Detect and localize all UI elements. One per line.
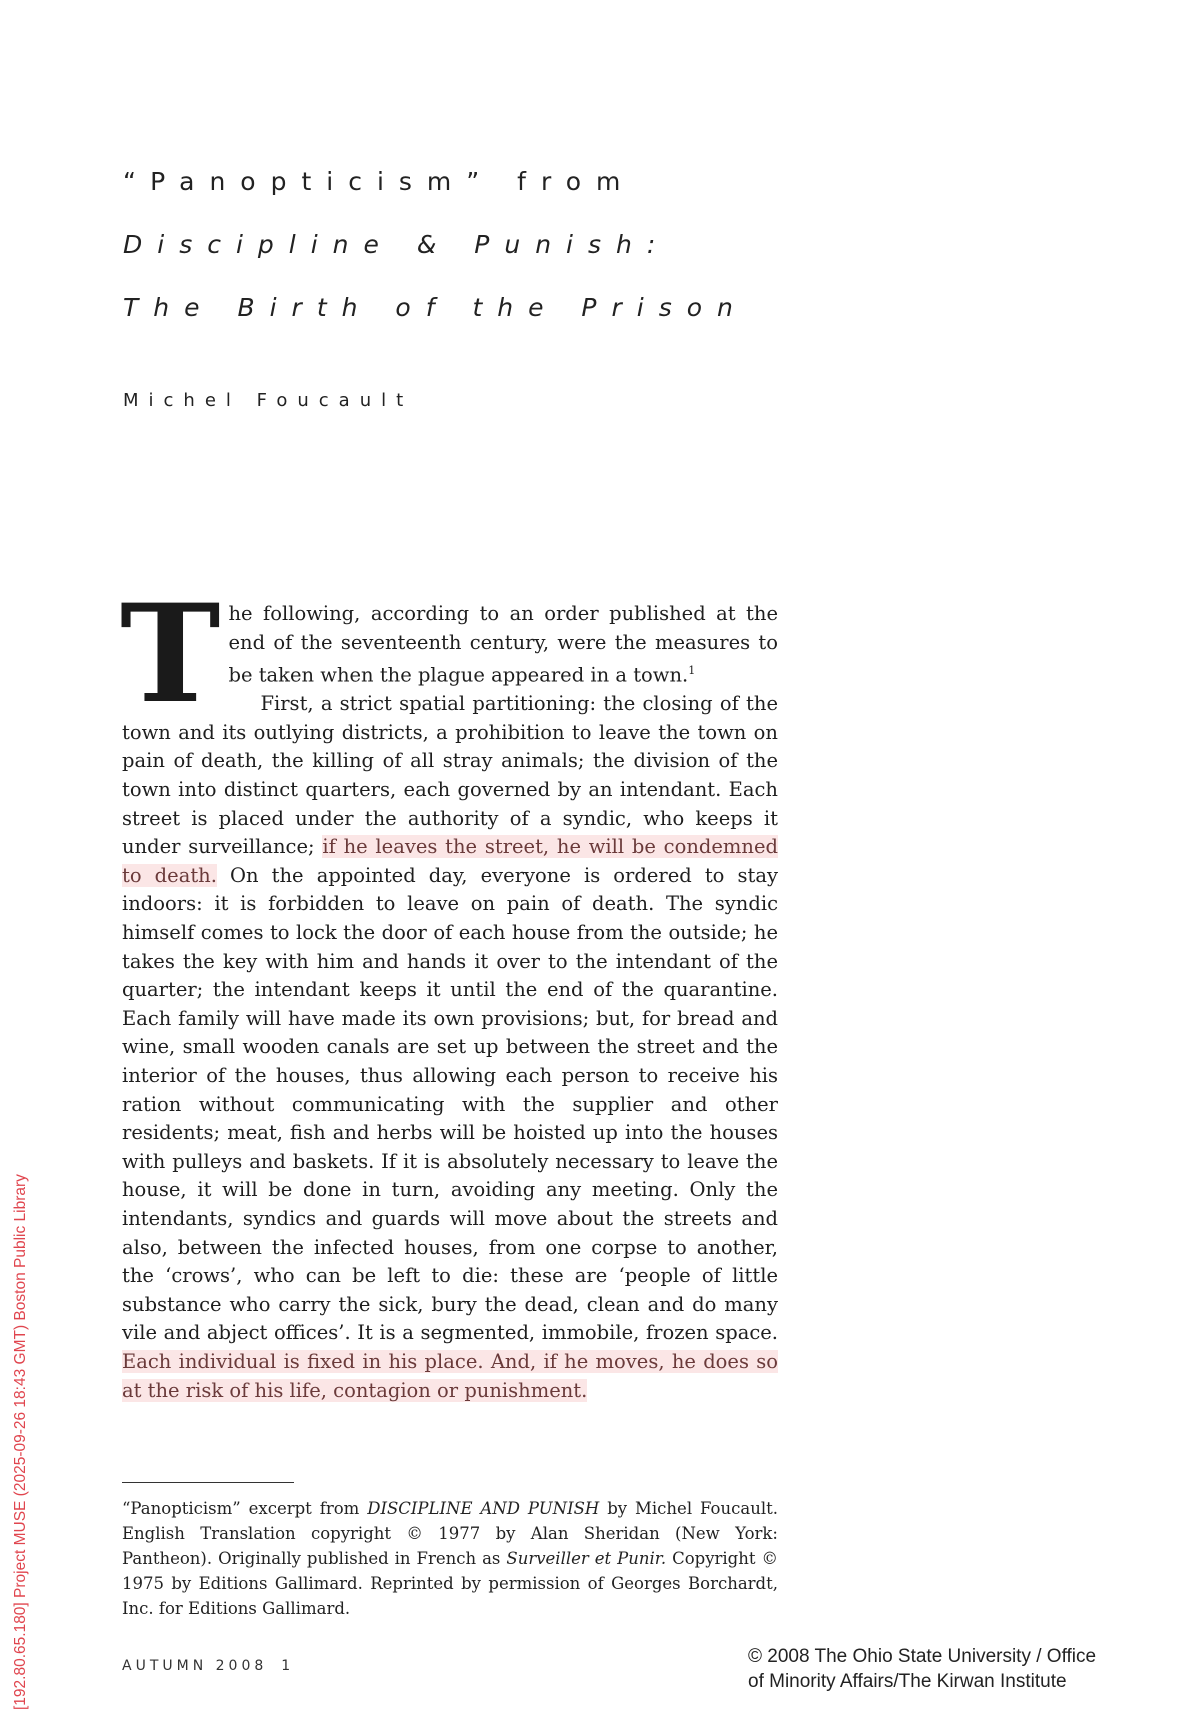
copyright-notice [748,1644,1096,1694]
issue-label: AUTUMN 2008 [122,1658,268,1674]
footnote-italic-title: DISCIPLINE AND PUNISH [367,1499,600,1518]
copyright-line-2: of Minority Affairs/The Kirwan Institute [748,1671,1067,1692]
paragraph-1 [120,574,778,733]
paragraph-2 [122,690,778,1405]
page-footer [122,1658,290,1674]
page-number: 1 [281,1658,291,1674]
footnote-divider [122,1482,294,1483]
drop-cap: T [120,574,221,733]
highlight-1: if he leaves the street, he will be condemned to death. [122,835,778,887]
author-name: Michel Foucault [123,390,414,411]
footnote-text-a: “Panopticism” excerpt from [122,1499,368,1518]
footnote-text-c: Copyright © 1975 by Editions Gallimard. Reprinted by permission of Georges Borchardt, Inc. for Editions Gallimard. [122,1549,778,1618]
paragraph-1-text: he following, according to an order published at the end of the seventeenth century, were the measures to be taken when the plague appeared in a town. [228,602,778,687]
paragraph-2-text-b: On the appointed day, everyone is ordered to stay indoors: it is forbidden to leave on pain of death. The syndic himself comes to lock the door of each house from the outside; he takes the key with him and hands it over to the intendant of the quarter; the intendant keeps it until the end of the quarantine. Each family will have made its own provisions; but, for bread and wine, small wooden canals are set up between the street and the interior of the houses, thus allowing each person to receive his ration without communicating with the supplier and other residents; meat, fish and herbs will be hoisted up into the houses with pulleys and baskets. If it is absolutely necessary to leave the house, it will be done in turn, avoiding any meeting. Only the intendants, syndics and guards will move about the streets and also, between the infected houses, from one corpse to another, the ‘crows’, who can be left to die: these are ‘people of little substance who carry the sick, bury the dead, clean and do many vile and abject offices’. It is a segmented, immobile, frozen space. [122,863,778,1345]
title-line-1: “Panopticism” from [123,167,636,196]
title-block [123,150,748,339]
footnote [122,1496,778,1621]
title-line-3: The Birth of the Prison [123,293,748,322]
title-line-2: Discipline & Punish: [123,230,671,259]
copyright-line-1: © 2008 The Ohio State University / Office [748,1646,1097,1667]
article-body [120,574,778,1405]
paragraph-2-text-a: First, a strict spatial partitioning: the closing of the town and its outlying districts, a prohibition to leave the town on pain of death, the killing of all stray animals; the division of the town into distinct quarters, each governed by an intendant. Each street is placed under the authority of a syndic, who keeps it under surveillance; [122,692,778,859]
footnote-marker: 1 [688,664,696,678]
footnote-italic-french-title: Surveiller et Punir. [506,1549,667,1568]
footnote-text-b: by Michel Foucault. English Translation copyright © 1977 by Alan Sheridan (New York: Pantheon). Originally published in French as [122,1499,778,1568]
highlight-2: Each individual is fixed in his place. And, if he moves, he does so at the risk of his life, contagion or punishment. [122,1349,778,1402]
access-watermark: [192.80.65.180] Project MUSE (2025-09-26 18:43 GMT) Boston Public Library [12,1174,29,1710]
